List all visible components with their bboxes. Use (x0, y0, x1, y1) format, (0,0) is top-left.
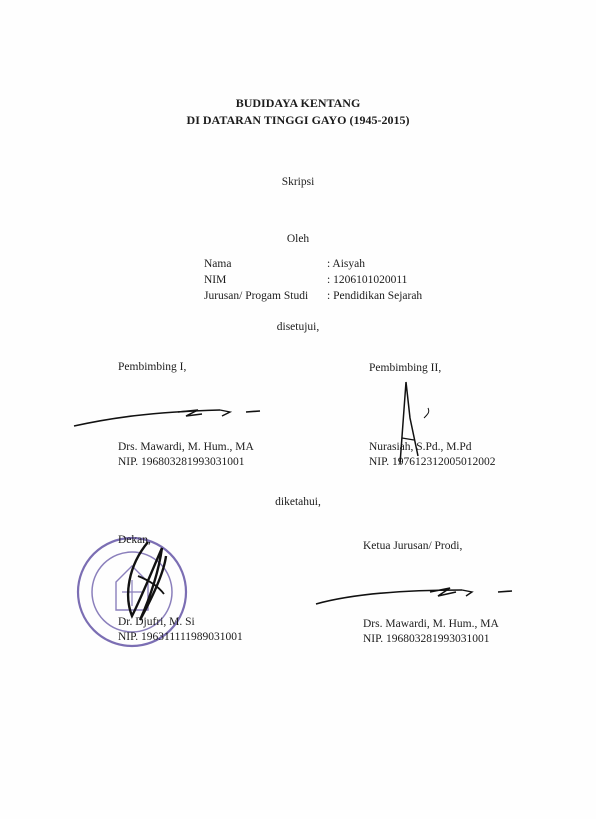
dean-signature (118, 536, 178, 626)
head-signature (312, 580, 522, 610)
dean-nip: NIP. 196311111989031001 (118, 631, 243, 643)
supervisor2-signature (388, 378, 438, 468)
dean-name: Dr. Djufri, M. Si (118, 616, 195, 628)
dean-role: Dekan, (118, 534, 151, 546)
department-label: Jurusan/ Progam Studi (204, 290, 309, 302)
approved-label: disetujui, (276, 321, 320, 333)
supervisor1-role: Pembimbing I, (118, 361, 187, 373)
supervisor1-name: Drs. Mawardi, M. Hum., MA (118, 441, 254, 453)
title-line-1: BUDIDAYA KENTANG (235, 96, 361, 110)
supervisor2-nip: NIP. 197612312005012002 (369, 456, 496, 468)
by-label: Oleh (286, 233, 310, 245)
supervisor2-name: Nurasiah, S.Pd., M.Pd (369, 441, 472, 453)
name-value: : Aisyah (327, 258, 366, 270)
nim-label: NIM (204, 274, 227, 286)
nim-value: : 1206101020011 (327, 274, 408, 286)
known-label: diketahui, (275, 496, 321, 508)
supervisor2-role: Pembimbing II, (369, 362, 442, 374)
title-line-2: DI DATARAN TINGGI GAYO (1945-2015) (186, 113, 410, 127)
head-role: Ketua Jurusan/ Prodi, (363, 540, 463, 552)
head-nip: NIP. 196803281993031001 (363, 633, 490, 645)
document-type: Skripsi (281, 176, 315, 188)
department-value: : Pendidikan Sejarah (327, 290, 423, 302)
supervisor1-nip: NIP. 196803281993031001 (118, 456, 245, 468)
head-name: Drs. Mawardi, M. Hum., MA (363, 618, 499, 630)
name-label: Nama (204, 258, 232, 270)
supervisor1-signature (70, 398, 270, 434)
